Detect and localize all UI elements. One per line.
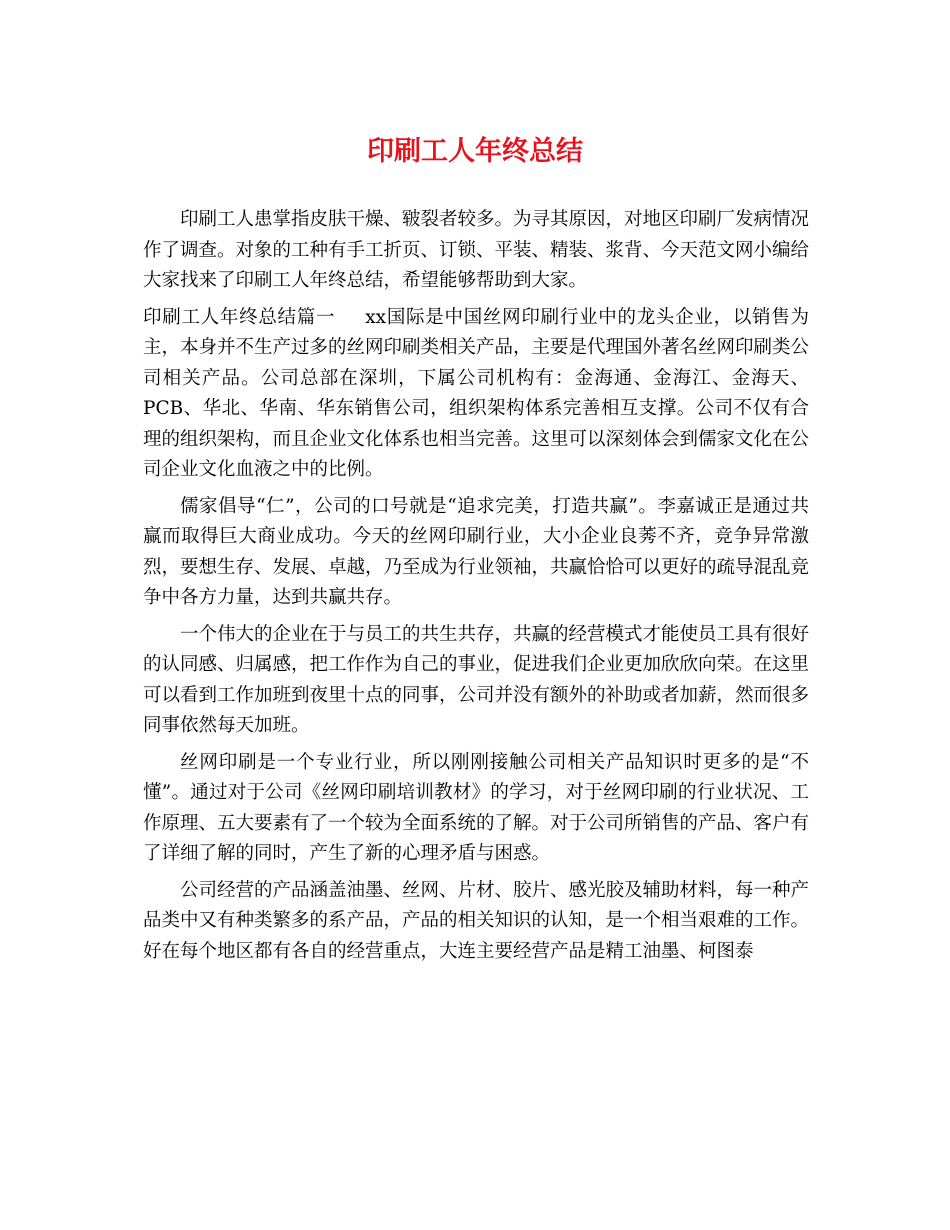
- paragraph-section-one: [143, 303, 809, 486]
- paragraph-products: 公司经营的产品涵盖油墨、丝网、片材、胶片、感光胶及辅助材料，每一种产品类中又有种类繁多的系产品，产品的相关知识的认知，是一个相当艰难的工作。好在每个地区都有各自的经营重点，大连主要经营产品是精工油墨、柯图泰: [143, 879, 810, 962]
- paragraph-screen-printing: 丝网印刷是一个专业行业，所以刚刚接触公司相关产品知识时更多的是“不懂”。通过对于公司《丝网印刷培训教材》的学习，对于丝网印刷的行业状况、工作原理、五大要素有了一个较为全面系统的了解。对于公司所销售的产品、客户有了详细了解的同时，产生了新的心理矛盾与困惑。: [143, 751, 810, 864]
- section-text: xx国际是中国丝网印刷行业中的龙头企业，以销售为主，本身并不生产过多的丝网印刷类相关产品，主要是代理国外著名丝网印刷类公司相关产品。公司总部在深圳，下属公司机构有：金海通、金海江、金海天、PCB、华北、华南、华东销售公司，组织架构体系完善相互支撑。公司不仅有合理的组织架构，而且企业文化体系也相当完善。这里可以深刻体会到儒家文化在公司企业文化血液之中的比例。: [143, 306, 810, 480]
- document-body: [143, 205, 809, 973]
- document-title: 印刷工人年终总结: [367, 136, 583, 167]
- paragraph-confucian: 儒家倡导“仁”，公司的口号就是“追求完美，打造共赢”。李嘉诚正是通过共赢而取得巨大商业成功。今天的丝网印刷行业，大小企业良莠不齐，竞争异常激烈，要想生存、发展、卓越，乃至成为行业领袖，共赢恰恰可以更好的疏导混乱竞争中各方力量，达到共赢共存。: [143, 495, 810, 608]
- paragraph-intro: 印刷工人患掌指皮肤干燥、皲裂者较多。为寻其原因，对地区印刷厂发病情况作了调查。对象的工种有手工折页、订锁、平装、精装、浆背、今天范文网小编给大家找来了印刷工人年终总结，希望能够帮助到大家。: [143, 209, 810, 291]
- paragraph-enterprise: 一个伟大的企业在于与员工的共生共存，共赢的经营模式才能使员工具有很好的认同感、归属感，把工作作为自己的事业，促进我们企业更加欣欣向荣。在这里可以看到工作加班到夜里十点的同事，公司并没有额外的补助或者加薪，然而很多同事依然每天加班。: [143, 623, 810, 736]
- section-heading: 印刷工人年终总结篇一: [143, 306, 336, 328]
